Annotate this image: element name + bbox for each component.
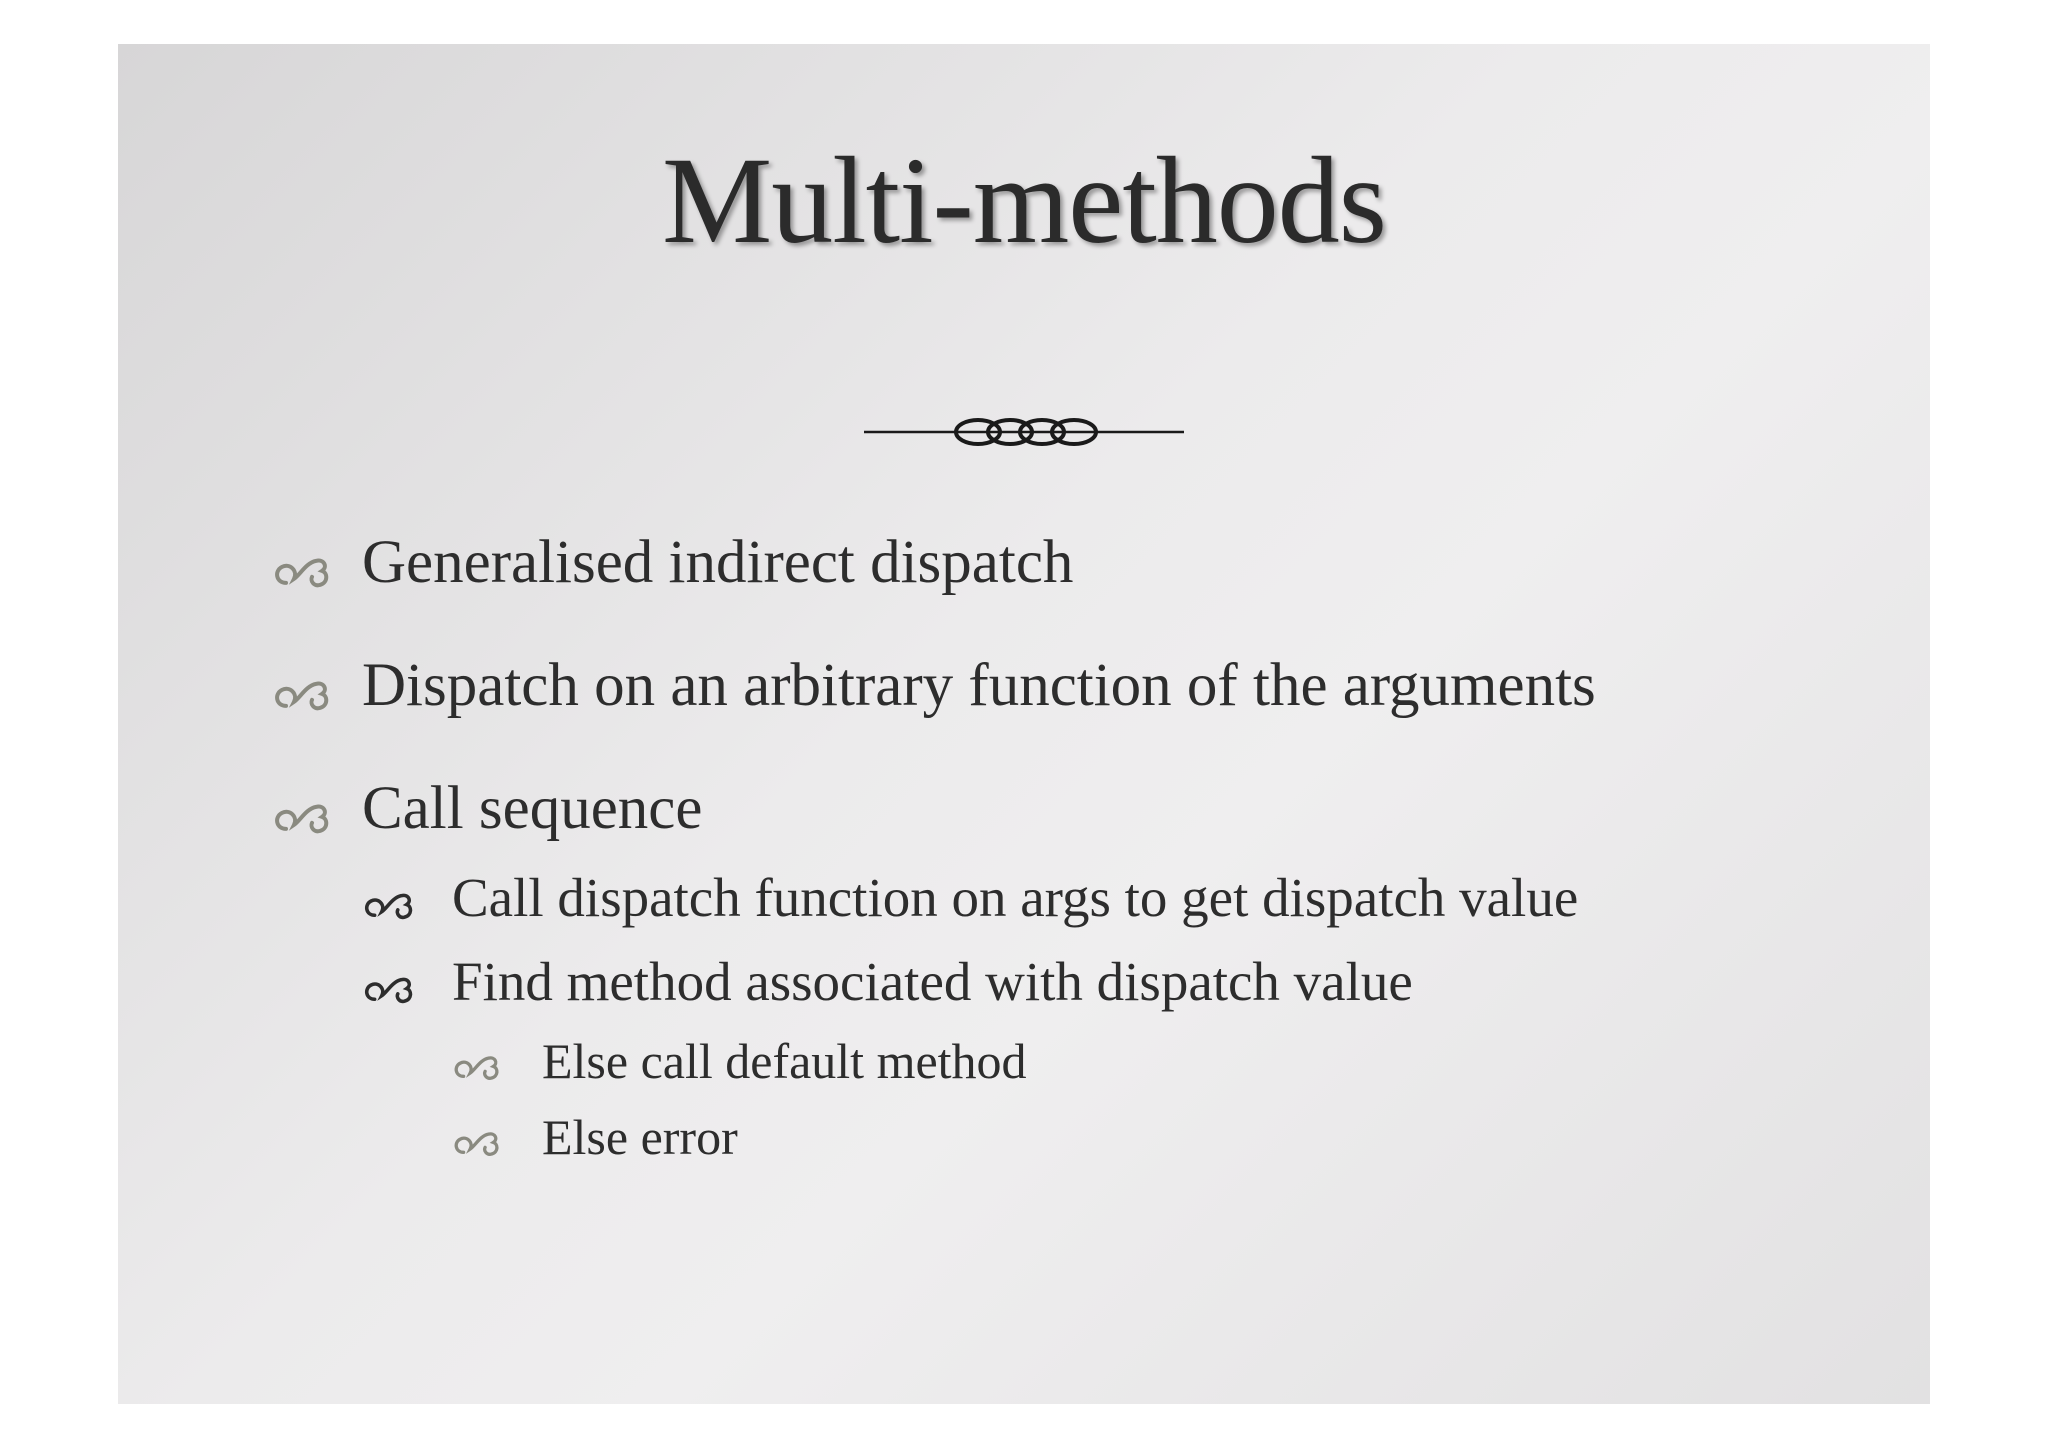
list-item <box>272 528 1672 608</box>
fleuron-bullet-icon <box>452 1127 500 1157</box>
fleuron-bullet-icon <box>272 553 330 589</box>
bullet-text: Find method associated with dispatch value <box>452 951 1413 1012</box>
fleuron-bullet-icon <box>272 799 330 835</box>
list-item <box>362 950 1812 1022</box>
list-item <box>272 651 1772 731</box>
list-item <box>452 1108 1652 1172</box>
bullet-text: Else call default method <box>542 1033 1027 1089</box>
bullet-list <box>118 44 1930 1404</box>
bullet-text: Call dispatch function on args to get dispatch value <box>452 867 1579 928</box>
list-item <box>362 866 1812 938</box>
bullet-text: Call sequence <box>362 775 703 842</box>
list-item <box>272 774 1672 854</box>
fleuron-bullet-icon <box>362 889 414 921</box>
bullet-text: Else error <box>542 1109 738 1165</box>
list-item <box>452 1032 1652 1096</box>
bullet-text: Dispatch on an arbitrary function of the arguments <box>362 652 1596 719</box>
fleuron-bullet-icon <box>362 973 414 1005</box>
fleuron-bullet-icon <box>452 1051 500 1081</box>
bullet-text: Generalised indirect dispatch <box>362 529 1074 596</box>
slide-title: Multi-methods <box>661 132 1387 269</box>
slide <box>118 44 1930 1404</box>
fleuron-bullet-icon <box>272 676 330 712</box>
